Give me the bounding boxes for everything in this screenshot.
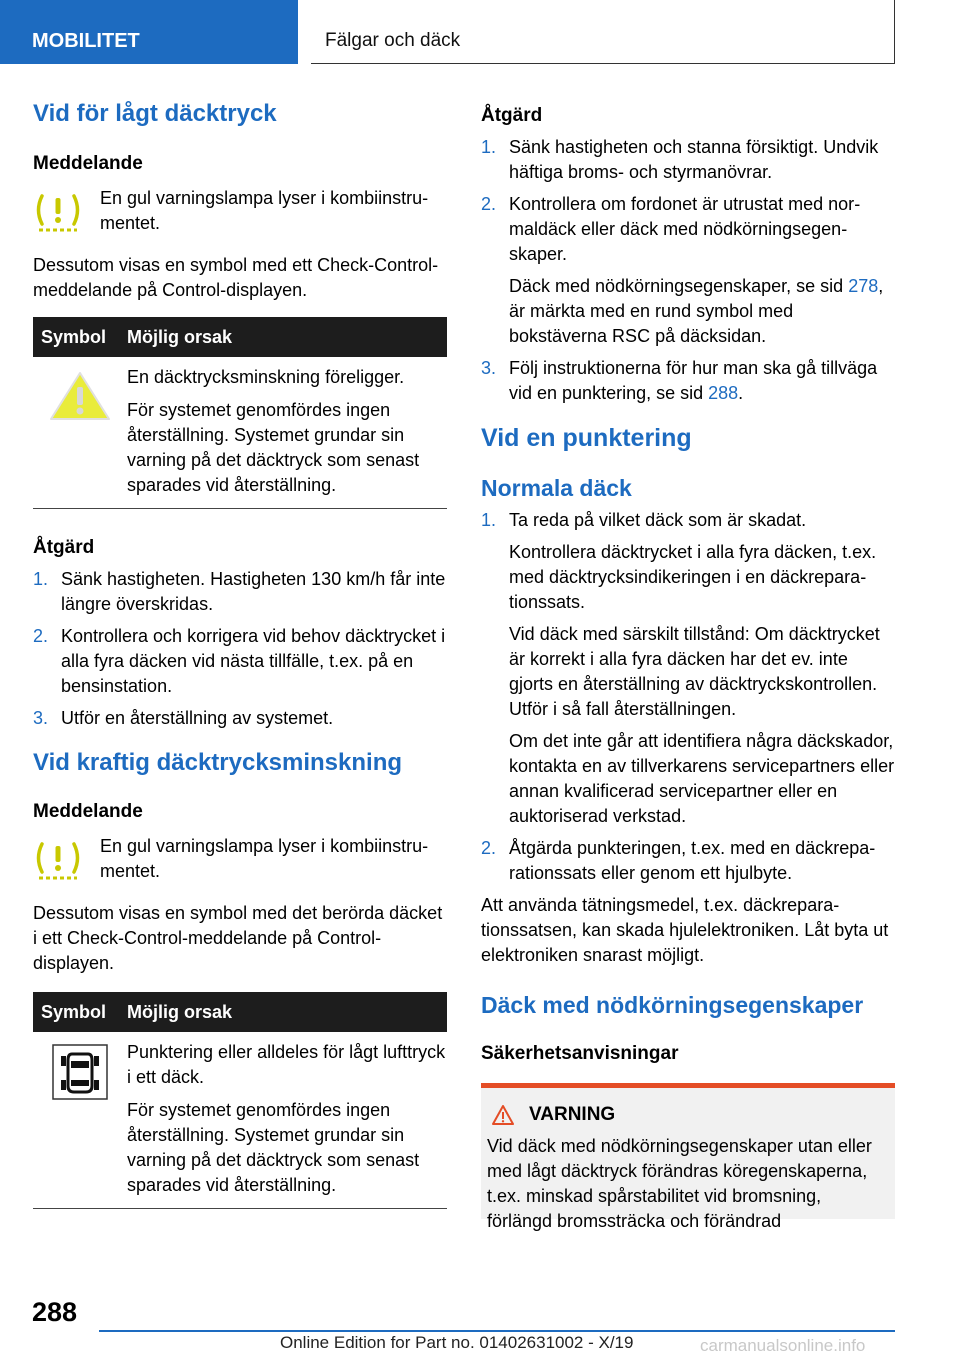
list-item: 3. Utför en återställning av systemet. — [33, 708, 334, 728]
heading-low-pressure: Vid för lågt däcktryck — [33, 100, 277, 127]
header-title: Fälgar och däck — [311, 0, 895, 64]
table-header — [33, 992, 447, 1032]
action-heading: Åtgärd — [481, 105, 543, 126]
list-item: 2. Kontrollera och korrigera vid behov däcktrycket i alla fyra däcken vid nästa tillfälle, t.ex. på en bensinstation. — [33, 626, 446, 696]
message-text-2: En gul varningslampa lyser i kombiinstrumentet. — [100, 836, 429, 881]
table-header — [33, 317, 447, 357]
warning-box — [481, 1083, 895, 1231]
cause-text-2: För systemet genomfördes ingen återställning. Systemet grundar sin varning på det däcktryck som senast sparades vid återställning. — [127, 1100, 420, 1195]
right-column — [481, 100, 895, 1231]
car-tire-icon — [52, 1044, 108, 1100]
page-link-288[interactable]: 288 — [708, 383, 739, 403]
list-item: 1. Ta reda på vilket däck som är skadat. Kontrollera däcktrycket i alla fyra däcken, t.ex. med däcktrycksindikeringen i en däckreparationssats. Vid däck med särskilt tillstånd: Om däcktrycket är korrekt i alla fyra däcken har det ev. inte gjorts en återställning av däcktryckskontrollen. Utför i så fall återställningen. Om det inte går att identifiera några däckskador, kontakta en av tillverkarens servicepartners eller annan kvalificerad servicepartner eller en auktoriserad verkstad. — [481, 510, 895, 826]
sealant-text: Att använda tätningsmedel, t.ex. däckreparationssatsen, kan skada hjulelektroniken. Låt byta ut elektroniken snarast möjligt. — [481, 895, 889, 965]
action-list — [481, 135, 895, 406]
col-symbol: Symbol — [41, 1001, 107, 1022]
page-number: 288 — [32, 1297, 78, 1327]
col-cause: Möjlig orsak — [127, 1001, 233, 1022]
col-symbol: Symbol — [41, 326, 107, 347]
message-heading: Meddelande — [33, 153, 143, 174]
list-item: 2. Kontrollera om fordonet är utrustat med normaldäck eller däck med nödkörningsegenskaper. Däck med nödkörningsegenskaper, se sid 278, är märkta med en rund symbol med bokstäverna RSC på däcksidan. — [481, 194, 884, 346]
action-list — [33, 567, 447, 731]
cause-text-1: Punktering eller alldeles för lågt lufttryck i ett däck. — [127, 1042, 446, 1087]
footer-edition: Online Edition for Part no. 01402631002 - X/19 — [280, 1333, 634, 1352]
tire-pressure-lamp-icon — [33, 834, 100, 889]
header-section: MOBILITET — [0, 0, 298, 64]
warning-triangle-icon — [47, 369, 113, 425]
heading-runflat: Däck med nödkörningsegenskaper — [481, 992, 864, 1018]
tire-pressure-lamp-icon — [33, 186, 100, 241]
list-item: 2. Åtgärda punkteringen, t.ex. med en däckreparationssats eller genom ett hjulbyte. — [481, 838, 876, 883]
warning-text: Vid däck med nödkörningsegenskaper utan eller med lågt däcktryck förändras köregenskaperna, t.ex. minskad spårstabilitet vid bromsning, förlängd bromssträcka och förändrad — [487, 1136, 872, 1231]
safety-heading: Säkerhetsanvisningar — [481, 1043, 679, 1064]
warning-icon — [491, 1104, 515, 1126]
watermark: carmanualsonline.info — [700, 1336, 866, 1355]
list-item: 1. Sänk hastigheten och stanna försiktigt. Undvik häftiga broms- och styrmanövrar. — [481, 137, 879, 182]
warning-title: VARNING — [529, 1104, 616, 1125]
table-row — [33, 357, 447, 509]
extra-text-2: Dessutom visas en symbol med det berörda däcket i ett Check-Control-meddelande på Control-displayen. — [33, 903, 443, 973]
message-block — [33, 186, 447, 241]
action-heading: Åtgärd — [33, 537, 95, 558]
table-row — [33, 1032, 447, 1209]
list-item: 3. Följ instruktionerna för hur man ska gå tillväga vid en punktering, se sid 288. — [481, 358, 878, 403]
list-item: 1. Sänk hastigheten. Hastigheten 130 km/h får inte längre överskridas. — [33, 569, 446, 614]
message-text: En gul varningslampa lyser i kombiinstrumentet. — [100, 188, 429, 233]
footer-rule — [99, 1330, 895, 1332]
page-link-278[interactable]: 278 — [848, 276, 879, 296]
heading-normal-tires: Normala däck — [481, 475, 632, 501]
cause-table-2 — [33, 992, 447, 1209]
puncture-list — [481, 508, 895, 886]
cause-table-1 — [33, 317, 447, 509]
heading-puncture: Vid en punktering — [481, 424, 692, 452]
message-block-2 — [33, 834, 447, 889]
heading-strong-pressure-drop: Vid kraftig däcktrycksminskning — [33, 749, 403, 776]
message-heading-2: Meddelande — [33, 801, 143, 822]
cause-text-2: För systemet genomfördes ingen återställning. Systemet grundar sin varning på det däcktryck som senast sparades vid återställning. — [127, 400, 420, 495]
col-cause: Möjlig orsak — [127, 326, 233, 347]
cause-text-1: En däcktrycksminskning föreligger. — [127, 367, 405, 387]
left-column — [33, 100, 447, 1209]
extra-text: Dessutom visas en symbol med ett Check-Control-meddelande på Control-displayen. — [33, 255, 439, 300]
